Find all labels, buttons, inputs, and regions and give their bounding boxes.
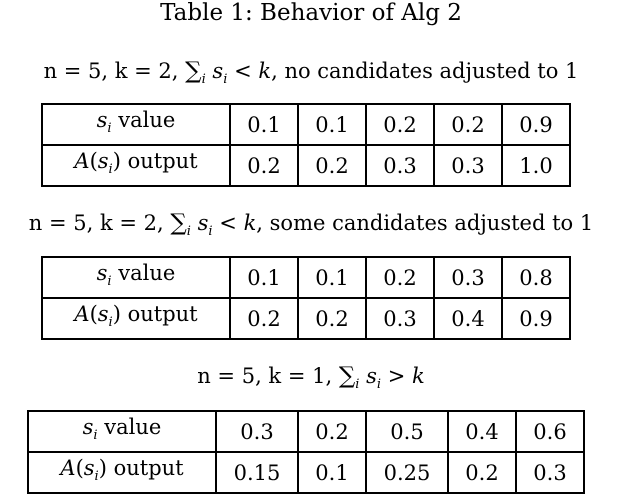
table-cell: 0.5 — [366, 411, 448, 452]
table-cell: 0.2 — [298, 298, 366, 339]
table-row-a-output — [28, 452, 584, 493]
table-cell: 0.2 — [434, 104, 502, 145]
row-header-a: $A(s_i)$ output — [42, 298, 230, 339]
table-row-a-output — [42, 145, 570, 186]
table-cell: 0.3 — [366, 298, 434, 339]
section-3-caption: n = 5, k = 1, $\sum_i$ $s_i > k$ — [197, 363, 425, 393]
row-header-a: $A(s_i)$ output — [28, 452, 216, 493]
table-cell: 0.2 — [366, 257, 434, 298]
section-1-caption: n = 5, k = 2, $\sum_i$ $s_i < k$, no candidates adjusted to 1 — [43, 58, 579, 88]
caption-prefix: n = 5, k = 2, — [28, 211, 164, 235]
caption-suffix: , some candidates adjusted to 1 — [256, 211, 594, 235]
section-3-table — [27, 410, 585, 494]
table-cell: 0.2 — [298, 411, 366, 452]
table-cell: 0.1 — [298, 104, 366, 145]
table-cell: 0.4 — [434, 298, 502, 339]
table-cell: 0.1 — [230, 104, 298, 145]
table-cell: 0.2 — [230, 145, 298, 186]
table-cell: 0.2 — [298, 145, 366, 186]
section-2-table — [41, 256, 571, 340]
table-cell: 0.25 — [366, 452, 448, 493]
row-header-a: $A(s_i)$ output — [42, 145, 230, 186]
table-title: Table 1: Behavior of Alg 2 — [160, 0, 462, 26]
table-cell: 0.4 — [448, 411, 516, 452]
table-cell: 0.15 — [216, 452, 298, 493]
caption-suffix: , no candidates adjusted to 1 — [271, 59, 579, 83]
caption-relation: < — [234, 59, 252, 83]
table-cell: 0.6 — [516, 411, 584, 452]
table-cell: 0.3 — [434, 257, 502, 298]
caption-relation: < — [219, 211, 237, 235]
row-header-s: $s_i$ value — [28, 411, 216, 452]
row-header-s: $s_i$ value — [42, 104, 230, 145]
table-row-s-values — [42, 104, 570, 145]
table-cell: 1.0 — [502, 145, 570, 186]
table-row-s-values — [28, 411, 584, 452]
table-cell: 0.3 — [516, 452, 584, 493]
caption-prefix: n = 5, k = 2, — [43, 59, 179, 83]
table-cell: 0.2 — [448, 452, 516, 493]
table-row-s-values — [42, 257, 570, 298]
table-row-a-output — [42, 298, 570, 339]
table-cell: 0.2 — [230, 298, 298, 339]
table-cell: 0.1 — [298, 452, 366, 493]
caption-prefix: n = 5, k = 1, — [197, 364, 333, 388]
table-cell: 0.2 — [366, 104, 434, 145]
table-cell: 0.3 — [434, 145, 502, 186]
table-cell: 0.8 — [502, 257, 570, 298]
table-cell: 0.9 — [502, 104, 570, 145]
section-1-table — [41, 103, 571, 187]
table-cell: 0.3 — [216, 411, 298, 452]
caption-relation: > — [387, 364, 406, 388]
table-cell: 0.1 — [298, 257, 366, 298]
section-2-caption: n = 5, k = 2, $\sum_i$ $s_i < k$, some candidates adjusted to 1 — [28, 210, 594, 240]
table-cell: 0.3 — [366, 145, 434, 186]
table-cell: 0.9 — [502, 298, 570, 339]
row-header-s: $s_i$ value — [42, 257, 230, 298]
table-cell: 0.1 — [230, 257, 298, 298]
